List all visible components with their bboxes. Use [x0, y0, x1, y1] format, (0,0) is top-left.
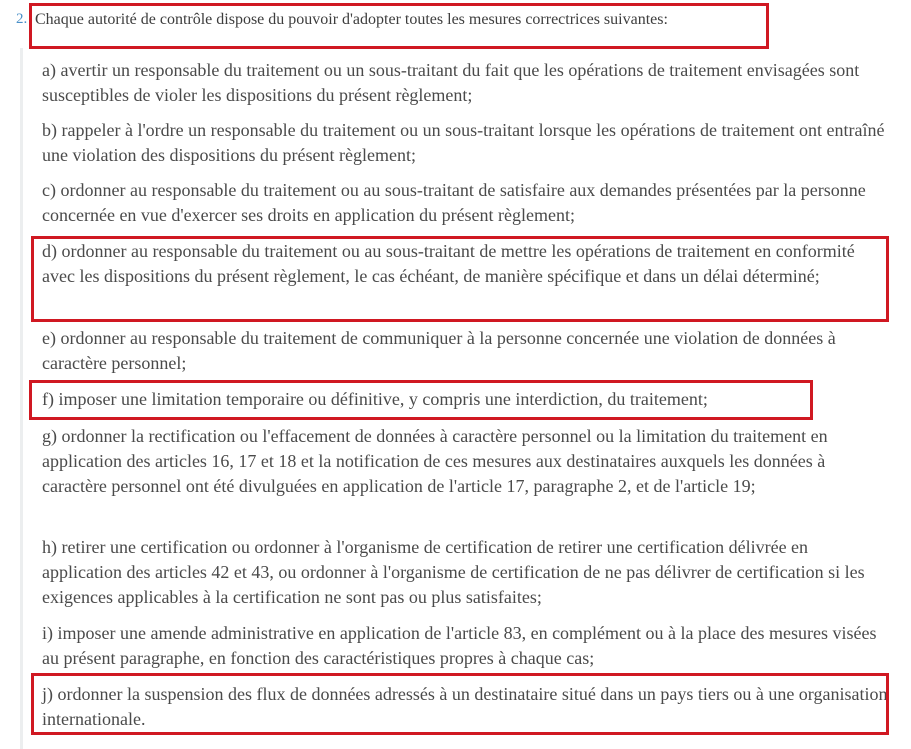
list-indent-rule	[20, 48, 23, 749]
list-item-h: h) retirer une certification ou ordonner à l'organisme de certification de retirer une certification délivrée en application des articles 42 et 43, ou ordonner à l'organisme de certification de ne pas délivrer de certification si les exigences applicables à la certification ne sont pas ou plus satisfaites;	[42, 537, 865, 607]
highlight-box-item-j	[31, 673, 889, 735]
list-item-d: d) ordonner au responsable du traitement ou au sous-traitant de mettre les opérations de traitement en conformité avec les dispositions du présent règlement, le cas échéant, de manière spécifique et dans un délai déterminé;	[42, 241, 855, 286]
highlight-box-item-f	[29, 380, 813, 420]
list-item-j: j) ordonner la suspension des flux de données adressés à un destinataire situé dans un pays tiers ou à une organisation internationale.	[42, 684, 888, 729]
highlight-box-heading	[29, 3, 769, 49]
list-item-c: c) ordonner au responsable du traitement ou au sous-traitant de satisfaire aux demandes présentées par la personne concernée en vue d'exercer ses droits en application du présent règlement;	[42, 180, 866, 225]
list-item-f: f) imposer une limitation temporaire ou définitive, y compris une interdiction, du traitement;	[42, 389, 708, 409]
highlight-box-item-d	[31, 236, 889, 322]
list-item-a: a) avertir un responsable du traitement ou un sous-traitant du fait que les opérations de traitement envisagées sont susceptibles de violer les dispositions du présent règlement;	[42, 60, 860, 105]
list-item-b: b) rappeler à l'ordre un responsable du traitement ou un sous-traitant lorsque les opérations de traitement ont entraîné une violation des dispositions du présent règlement;	[42, 120, 885, 165]
paragraph-heading: Chaque autorité de contrôle dispose du pouvoir d'adopter toutes les mesures correctrices suivantes:	[35, 11, 668, 28]
list-item-e: e) ordonner au responsable du traitement de communiquer à la personne concernée une violation de données à caractère personnel;	[42, 328, 836, 373]
list-item-g: g) ordonner la rectification ou l'effacement de données à caractère personnel ou la limitation du traitement en application des articles 16, 17 et 18 et la notification de ces mesures aux destinataires auxquels les données à caractère personnel ont été divulguées en application de l'article 17, paragraphe 2, et de l'article 19;	[42, 426, 828, 496]
list-item-i: i) imposer une amende administrative en application de l'article 83, en complément ou à la place des mesures visées au présent paragraphe, en fonction des caractéristiques propres à chaque cas;	[42, 623, 877, 668]
paragraph-number: 2.	[16, 11, 28, 27]
